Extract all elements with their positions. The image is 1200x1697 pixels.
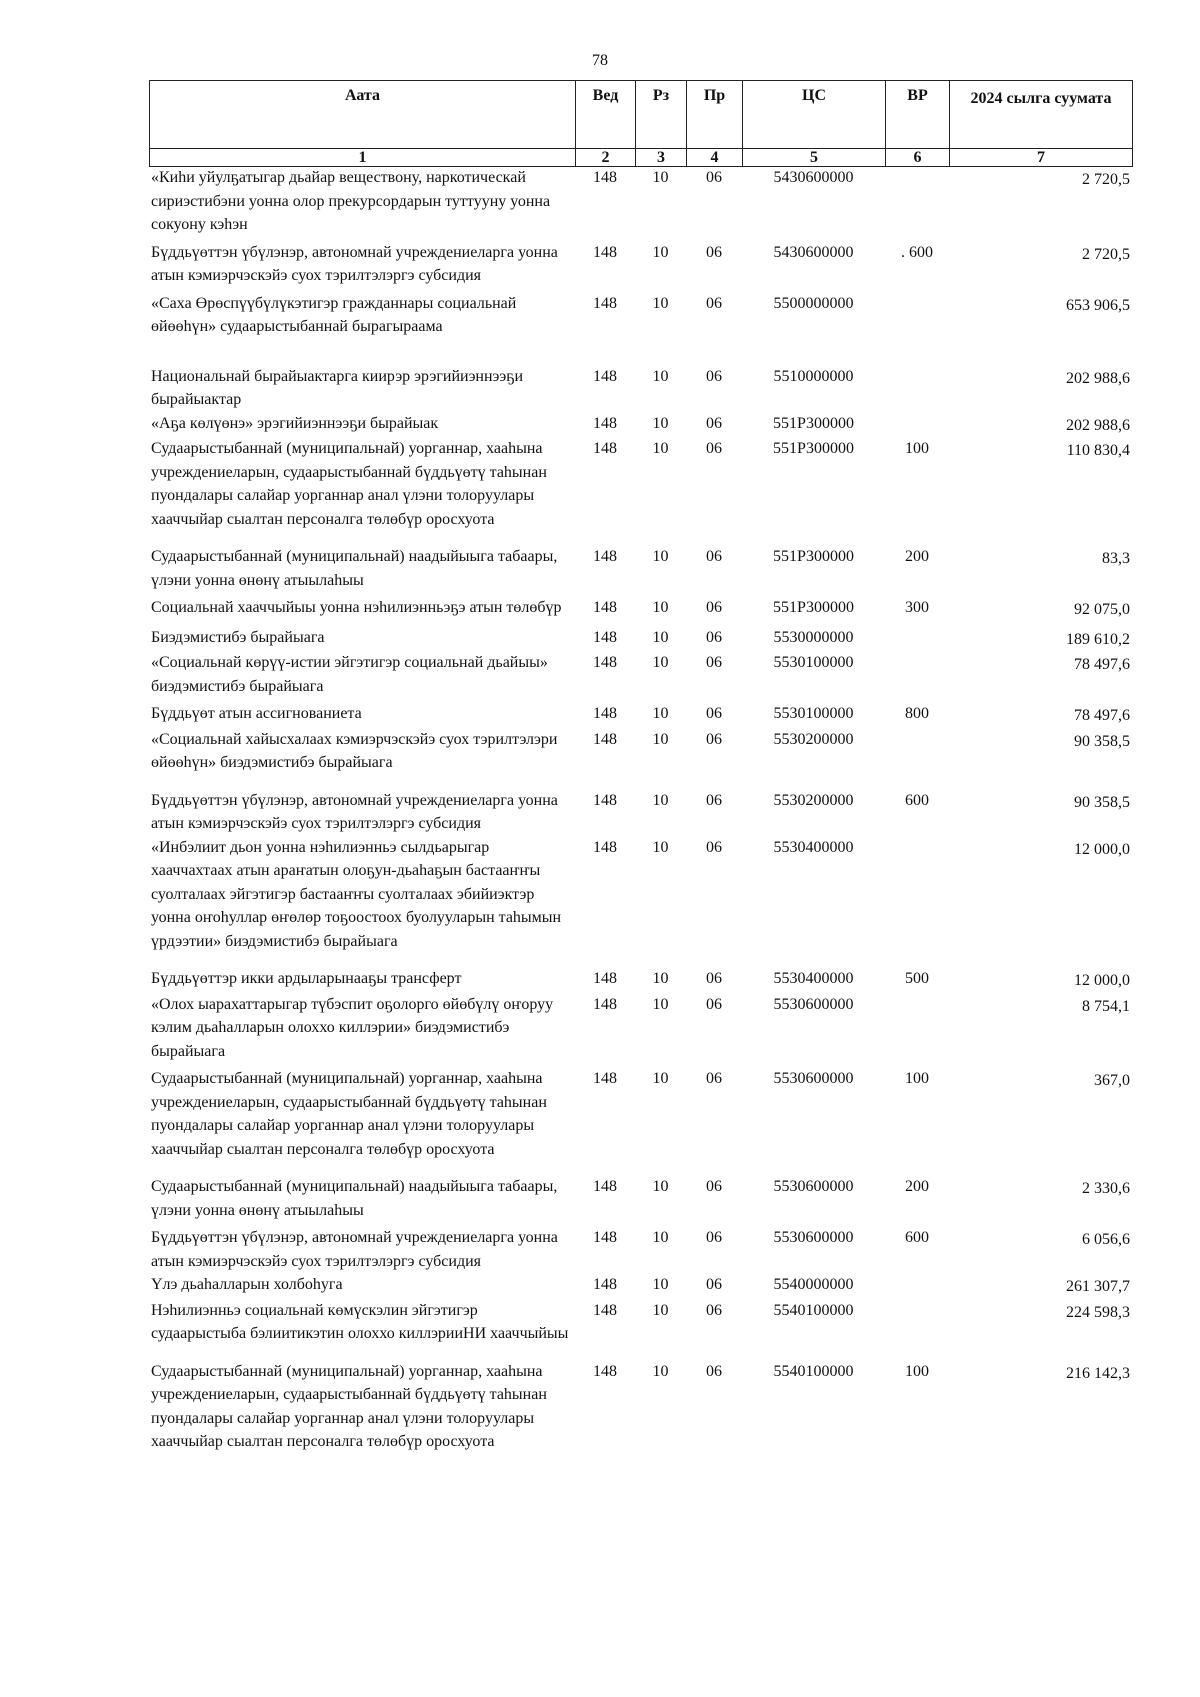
row-rz: 10 (652, 367, 669, 385)
row-pr: 06 (706, 1301, 722, 1319)
row-ved: 148 (593, 838, 617, 856)
row-name: Судаарыстыбаннай (муниципальнай) наадыйыыга табаары, үлэни уонна өнөнү атыылаһыы (151, 1178, 558, 1219)
table-row (149, 1067, 1132, 1175)
row-ved: 148 (593, 1070, 617, 1087)
table-row (149, 651, 1132, 702)
row-sum: 189 610,2 (1066, 630, 1130, 648)
row-sum: 90 358,5 (1074, 732, 1130, 750)
row-vr: 300 (905, 599, 929, 616)
row-pr: 06 (706, 169, 722, 186)
row-name: «Аҕа көлүөнэ» эрэгийиэннээҕи бырайыак (151, 414, 439, 432)
table-row (149, 993, 1132, 1068)
row-vr (885, 993, 949, 1068)
row-rz: 10 (652, 654, 669, 671)
table-body (149, 166, 1132, 1454)
row-pr: 06 (706, 730, 722, 748)
row-name: «Инбэлиит дьон уонна нэһилиэнньэ сылдьарыгар хааччахтаах атын араҥатын олоҕун-дьаһаҕын бастааҥҥы суолталаах эйгэтигэр бастааҥҥы суолталаах эбийиэктэр уонна оҥоһуллар өҥөлөр тоҕоостоох буолууларын таһымын үрдээтии» биэдэмистибэ бырайыага (151, 838, 562, 950)
table-row (149, 1299, 1132, 1360)
row-sum: 224 598,3 (1066, 1303, 1130, 1321)
col-header-vr: ВР (886, 81, 950, 149)
row-sum: 202 988,6 (1066, 369, 1130, 387)
row-ved: 148 (593, 169, 617, 186)
row-pr: 06 (706, 243, 722, 261)
row-sum: 83,3 (1102, 550, 1130, 567)
row-sum: 90 358,5 (1074, 793, 1130, 811)
row-sum: 110 830,4 (1066, 442, 1130, 459)
row-vr (885, 166, 949, 241)
row-sum: 367,0 (1094, 1072, 1130, 1089)
row-ved: 148 (593, 414, 617, 432)
row-cs: 5530200000 (773, 791, 854, 809)
col-number: 4 (687, 149, 743, 167)
row-vr: 100 (905, 1362, 929, 1380)
row-vr (885, 1299, 949, 1360)
row-pr: 06 (706, 705, 722, 722)
row-rz: 10 (652, 970, 669, 987)
row-sum: 2 720,5 (1082, 245, 1130, 263)
row-cs: 5510000000 (773, 367, 854, 385)
row-ved: 148 (593, 1229, 617, 1246)
row-cs: 5540100000 (773, 1301, 854, 1319)
row-rz: 10 (652, 440, 669, 457)
row-pr: 06 (706, 367, 722, 385)
row-vr: 200 (905, 548, 929, 565)
row-ved: 148 (593, 548, 617, 565)
col-number: 5 (743, 149, 886, 167)
row-pr: 06 (706, 970, 722, 987)
row-vr: 100 (905, 440, 929, 457)
row-rz: 10 (652, 414, 669, 432)
row-name: Судаарыстыбаннай (муниципальнай) уорганнар, хааһына учреждениеларын, судаарыстыбаннай бүддьүөтү таһынан пуондалары салайар уорганнар анал үлэни толоруулары хааччыйар сыалтан персоналга төлөбүр оросхуота (151, 440, 547, 528)
row-rz: 10 (652, 243, 669, 261)
col-number: 6 (886, 149, 950, 167)
row-name: Судаарыстыбаннай (муниципальнай) наадыйыыга табаары, үлэни уонна өнөнү атыылаһыы (151, 548, 558, 589)
row-sum: 653 906,5 (1066, 296, 1130, 314)
budget-table (149, 166, 1132, 1454)
row-rz: 10 (652, 599, 669, 616)
row-name: «Саха Өрөспүүбүлүкэтигэр гражданнары социальнай өйөөһүн» судаарыстыбаннай бырагыраама (151, 294, 517, 335)
table-row (149, 166, 1132, 241)
row-pr: 06 (706, 548, 722, 565)
row-cs: 5530000000 (773, 628, 854, 646)
row-cs: 5530400000 (773, 838, 854, 856)
col-header-sum: 2024 сылга суумата (950, 81, 1133, 149)
row-name: Бүддьүөт атын ассигнованиета (151, 705, 362, 722)
row-name: «Социальнай хайысхалаах кэмиэрчэскэйэ суох тэрилтэлэри өйөөһүн» биэдэмистибэ бырайыага (151, 730, 558, 771)
table-row (149, 1175, 1132, 1226)
row-vr: . 600 (901, 243, 933, 261)
row-pr: 06 (706, 1178, 722, 1195)
row-sum: 202 988,6 (1066, 416, 1130, 434)
row-ved: 148 (593, 440, 617, 457)
row-vr: 600 (905, 791, 929, 809)
row-ved: 148 (593, 1301, 617, 1319)
row-cs: 551Р300000 (773, 414, 854, 432)
row-vr (885, 292, 949, 365)
row-name: Үлэ дьаһалларын холбоһуга (151, 1276, 343, 1293)
row-name: Нэһилиэнньэ социальнай көмүскэлин эйгэтигэр судаарыстыба бэлиитикэтин олоххо киллэрииНИ хааччыйыы (151, 1301, 569, 1342)
table-row (149, 545, 1132, 596)
row-pr: 06 (706, 791, 722, 809)
row-rz: 10 (652, 705, 669, 722)
row-cs: 5530100000 (773, 654, 854, 671)
row-name: Бүддьүөттэн үбүлэнэр, автономнай учреждениеларга уонна атын кэмиэрчэскэйэ суох тэрилтэлэргэ субсидия (151, 1229, 558, 1270)
row-rz: 10 (652, 1229, 669, 1246)
row-ved: 148 (593, 995, 617, 1013)
row-pr: 06 (706, 838, 722, 856)
col-header-ved: Вед (576, 81, 636, 149)
row-ved: 148 (593, 791, 617, 809)
row-name: Бүддьүөттэр икки ардыларынааҕы трансферт (151, 970, 462, 987)
row-pr: 06 (706, 414, 722, 432)
row-ved: 148 (593, 730, 617, 748)
row-ved: 148 (593, 628, 617, 646)
row-name: Национальнай бырайыактарга киирэр эрэгийиэннээҕи бырайыактар (151, 367, 524, 408)
row-cs: 5530100000 (773, 705, 854, 722)
table-row (149, 437, 1132, 545)
row-ved: 148 (593, 599, 617, 616)
row-cs: 551Р300000 (773, 599, 854, 616)
row-pr: 06 (706, 440, 722, 457)
row-sum: 6 056,6 (1082, 1231, 1130, 1248)
row-cs: 5530600000 (773, 1070, 854, 1087)
row-rz: 10 (652, 628, 669, 646)
row-sum: 2 720,5 (1082, 171, 1130, 188)
row-cs: 5430600000 (773, 169, 854, 186)
row-cs: 5540000000 (773, 1276, 854, 1293)
col-header-rz: Рз (636, 81, 687, 149)
table-row (149, 1226, 1132, 1273)
row-vr (885, 728, 949, 789)
table-row (149, 412, 1132, 438)
row-pr: 06 (706, 1276, 722, 1293)
page-number: 78 (592, 52, 608, 69)
col-header-cs: ЦС (743, 81, 886, 149)
row-ved: 148 (593, 1178, 617, 1195)
table-row (149, 1360, 1132, 1454)
row-ved: 148 (593, 367, 617, 385)
row-ved: 148 (593, 243, 617, 261)
table-row (149, 728, 1132, 789)
row-name: Биэдэмистибэ бырайыага (151, 628, 325, 646)
row-rz: 10 (652, 1301, 669, 1319)
row-sum: 78 497,6 (1074, 656, 1130, 673)
col-number: 3 (636, 149, 687, 167)
table-row (149, 967, 1132, 993)
col-number: 1 (150, 149, 576, 167)
table-row (149, 365, 1132, 412)
row-name: «Социальнай көрүү-истии эйгэтигэр социальнай дьайыы» биэдэмистибэ бырайыага (151, 654, 548, 695)
row-vr: 800 (905, 705, 929, 722)
row-name: Бүддьүөттэн үбүлэнэр, автономнай учреждениеларга уонна атын кэмиэрчэскэйэ суох тэрилтэлэргэ субсидия (151, 791, 558, 832)
col-header-name: Аата (150, 81, 576, 149)
row-rz: 10 (652, 169, 669, 186)
row-cs: 551Р300000 (773, 548, 854, 565)
row-cs: 5530600000 (773, 1229, 854, 1246)
row-ved: 148 (593, 1362, 617, 1380)
row-rz: 10 (652, 791, 669, 809)
row-vr (885, 626, 949, 652)
row-vr: 600 (905, 1229, 929, 1246)
row-cs: 5530600000 (773, 995, 854, 1013)
table-row (149, 836, 1132, 968)
row-name: Социальнай хааччыйыы уонна нэһилиэнньэҕэ атын төлөбүр (151, 599, 562, 616)
row-cs: 5530600000 (773, 1178, 854, 1195)
row-rz: 10 (652, 548, 669, 565)
row-name: Бүддьүөттэн үбүлэнэр, автономнай учреждениеларга уонна атын кэмиэрчэскэйэ суох тэрилтэлэргэ субсидия (151, 243, 558, 284)
row-rz: 10 (652, 294, 669, 312)
row-name: «Киһи уйулҕатыгар дьайар веществону, наркотическай сириэстибэни уонна олор прекурсордарын туттууну уонна сокуону кэһэн (151, 169, 551, 233)
row-sum: 8 754,1 (1082, 997, 1130, 1015)
row-vr (885, 412, 949, 438)
row-pr: 06 (706, 599, 722, 616)
row-rz: 10 (652, 1178, 669, 1195)
row-rz: 10 (652, 995, 669, 1013)
row-cs: 5540100000 (773, 1362, 854, 1380)
table-row (149, 596, 1132, 626)
row-name: Судаарыстыбаннай (муниципальнай) уорганнар, хааһына учреждениеларын, судаарыстыбаннай бүддьүөтү таһынан пуондалары салайар уорганнар анал үлэни толоруулары хааччыйар сыалтан персоналга төлөбүр оросхуота (151, 1070, 547, 1158)
row-ved: 148 (593, 654, 617, 671)
row-cs: 5530400000 (773, 970, 854, 987)
row-rz: 10 (652, 838, 669, 856)
row-sum: 261 307,7 (1066, 1278, 1130, 1295)
row-sum: 12 000,0 (1074, 972, 1130, 989)
row-ved: 148 (593, 294, 617, 312)
row-sum: 78 497,6 (1074, 707, 1130, 724)
col-number: 2 (576, 149, 636, 167)
row-vr (885, 651, 949, 702)
row-vr (885, 836, 949, 968)
row-vr: 100 (905, 1070, 929, 1087)
row-pr: 06 (706, 1070, 722, 1087)
row-ved: 148 (593, 1276, 617, 1293)
row-pr: 06 (706, 995, 722, 1013)
row-ved: 148 (593, 705, 617, 722)
table-row (149, 1273, 1132, 1299)
row-vr: 500 (905, 970, 929, 987)
row-rz: 10 (652, 1070, 669, 1087)
table-row (149, 626, 1132, 652)
row-sum: 2 330,6 (1082, 1180, 1130, 1197)
row-vr: 200 (905, 1178, 929, 1195)
col-number: 7 (950, 149, 1133, 167)
row-vr (885, 1273, 949, 1299)
table-row (149, 789, 1132, 836)
row-sum: 216 142,3 (1066, 1364, 1130, 1382)
row-vr (885, 365, 949, 412)
row-cs: 551Р300000 (773, 440, 854, 457)
row-cs: 5500000000 (773, 294, 854, 312)
table-row (149, 292, 1132, 365)
row-rz: 10 (652, 1276, 669, 1293)
row-name: «Олох ыарахаттарыгар түбэспит оҕолорго өйөбүлү оҥоруу кэлим дьаһалларын олоххо киллэрии» биэдэмистибэ бырайыага (151, 995, 554, 1060)
row-pr: 06 (706, 654, 722, 671)
row-pr: 06 (706, 1229, 722, 1246)
row-sum: 12 000,0 (1074, 840, 1130, 858)
row-rz: 10 (652, 1362, 669, 1380)
row-ved: 148 (593, 970, 617, 987)
col-header-pr: Пр (687, 81, 743, 149)
table-header (149, 80, 1133, 167)
row-rz: 10 (652, 730, 669, 748)
row-cs: 5430600000 (773, 243, 854, 261)
row-name: Судаарыстыбаннай (муниципальнай) уорганнар, хааһына учреждениеларын, судаарыстыбаннай бүддьүөтү таһынан пуондалары салайар уорганнар анал үлэни толоруулары хааччыйар сыалтан персоналга төлөбүр оросхуота (151, 1362, 547, 1450)
row-cs: 5530200000 (773, 730, 854, 748)
row-pr: 06 (706, 294, 722, 312)
row-pr: 06 (706, 1362, 722, 1380)
row-pr: 06 (706, 628, 722, 646)
row-sum: 92 075,0 (1074, 601, 1130, 618)
table-row (149, 241, 1132, 292)
table-row (149, 702, 1132, 728)
